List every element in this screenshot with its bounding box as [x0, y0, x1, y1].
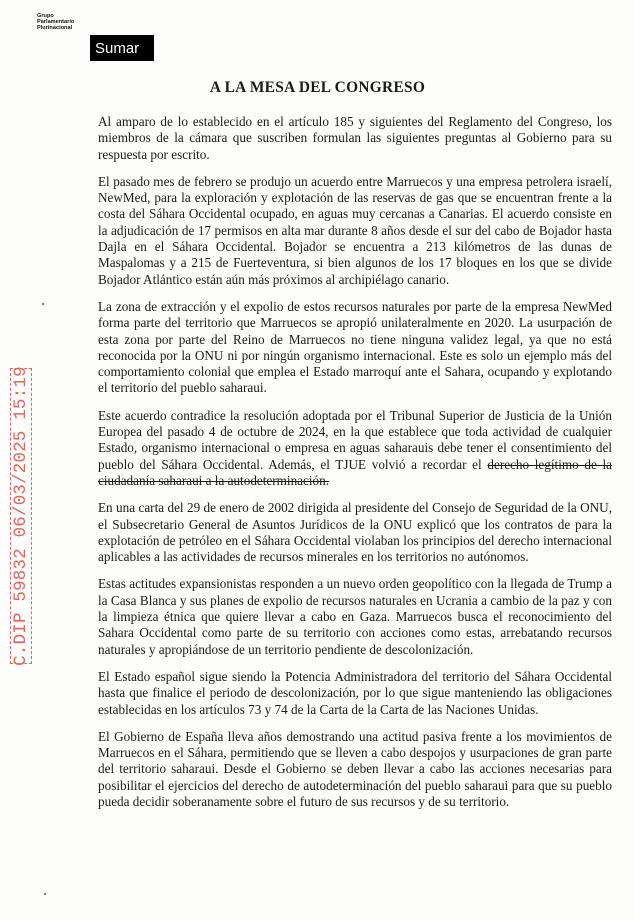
logo-group-line: Parlamentario [37, 19, 75, 26]
logo-brand-text: Sumar [95, 40, 140, 57]
logo-group-name [37, 13, 107, 32]
paragraph: El Estado español sigue siendo la Potencia Administradora del territorio del Sáhara Occidental hasta que finalice el periodo de descolonización, por lo que sigue manteniendo las obligaciones establecidas en los artículos 73 y 74 de la Carta de la Carta de las Naciones Unidas. [98, 668, 612, 717]
paragraph: El pasado mes de febrero se produjo un acuerdo entre Marruecos y una empresa petrolera israelí, NewMed, para la exploración y explotación de las reservas de gas que se encuentran frente a la costa del Sáhara Occidental ocupado, en aguas muy cercanas a Canarias. El acuerdo consiste en la adjudicación de 17 permisos en alta mar durante 8 años desde el sur del cabo de Bojador hasta Dajla en el Sáhara Occidental. Bojador se encuentra a 213 kilómetros de las dunas de Maspalomas y a 215 de Fuerteventura, si bien algunos de los 17 bloques en los que se divide Bojador Atlántico están aún más próximos al archipiélago canario. [98, 173, 612, 287]
sumar-logo [37, 13, 154, 73]
registry-stamp [10, 368, 32, 664]
paragraph-text: Este acuerdo contradice la resolución adoptada por el Tribunal Superior de Justicia de la Unión Europea del pasado 4 de octubre de 2024, en la que establece que toda actividad de cualquier Estado, organismo internacional o empresa en aguas saharauis debe tener el consentimiento del pueblo del Sáhara Occidental. Además, el TJUE volvió a recordar el [98, 407, 612, 472]
logo-brand-box [90, 35, 154, 61]
paragraph: Al amparo de lo establecido en el artículo 185 y siguientes del Reglamento del Congreso, los miembros de la cámara que suscriben formulan las siguientes preguntas al Gobierno para su respuesta por escrito. [98, 114, 612, 162]
page-title: A LA MESA DEL CONGRESO [209, 79, 426, 96]
struck-text: derecho legítimo de la ciudadanía saharaui a la autodeterminación. [98, 456, 613, 488]
scan-speck [42, 303, 44, 305]
registry-stamp-text: C.DIP 59832 06/03/2025 15:19 [11, 366, 31, 666]
scan-speck [44, 893, 46, 895]
paragraph: El Gobierno de España lleva años demostrando una actitud pasiva frente a los movimientos de Marruecos en el Sáhara, permitiendo que se lleven a cabo despojos y usurpaciones de gran parte del territorio saharaui. Desde el Gobierno se deben llevar a cabo las acciones necesarias para posibilitar el ejercicios del derecho de autodeterminación del pueblo saharaui para que su pueblo pueda decidir soberanamente sobre el futuro de sus recursos y de su territorio. [98, 728, 612, 809]
paragraph: La zona de extracción y el expolio de estos recursos naturales por parte de la empresa NewMed forma parte del territorio que Marruecos se apropió unilateralmente en 2020. La usurpación de esta zona por parte del Reino de Marruecos no tiene ninguna validez legal, ya que no está reconocida por la ONU ni por ningún organismo internacional. Este es solo un ejemplo más del comportamiento colonial que emplea el Estado marroquí ante el Sahara, ocupando y explotando el territorio del pueblo saharaui. [98, 298, 612, 396]
paragraph: Estas actitudes expansionistas responden a un nuevo orden geopolítico con la llegada de Trump a la Casa Blanca y sus planes de expolio de recursos naturales en Ucrania a cambio de la paz y con la limpieza étnica que quiere llevar a cabo en Gaza. Marruecos busca el reconocimiento del Sahara Occidental como parte de su territorio con acciones como estas, arrebatando recursos naturales y apropiándose de un territorio pendiente de descolonización. [98, 576, 612, 657]
paragraph: En una carta del 29 de enero de 2002 dirigida al presidente del Consejo de Seguridad de la ONU, el Subsecretario General de Asuntos Jurídicos de la ONU explicó que los contratos de para la explotación de petróleo en el Sáhara Occidental violaban los principios del derecho internacional aplicables a las actividades de recursos minerales en los territorios no autónomos. [98, 500, 612, 565]
paragraph [98, 408, 612, 489]
document-body [98, 114, 612, 821]
logo-group-line: Grupo [37, 13, 54, 19]
logo-group-line: Plurinacional [37, 25, 73, 32]
